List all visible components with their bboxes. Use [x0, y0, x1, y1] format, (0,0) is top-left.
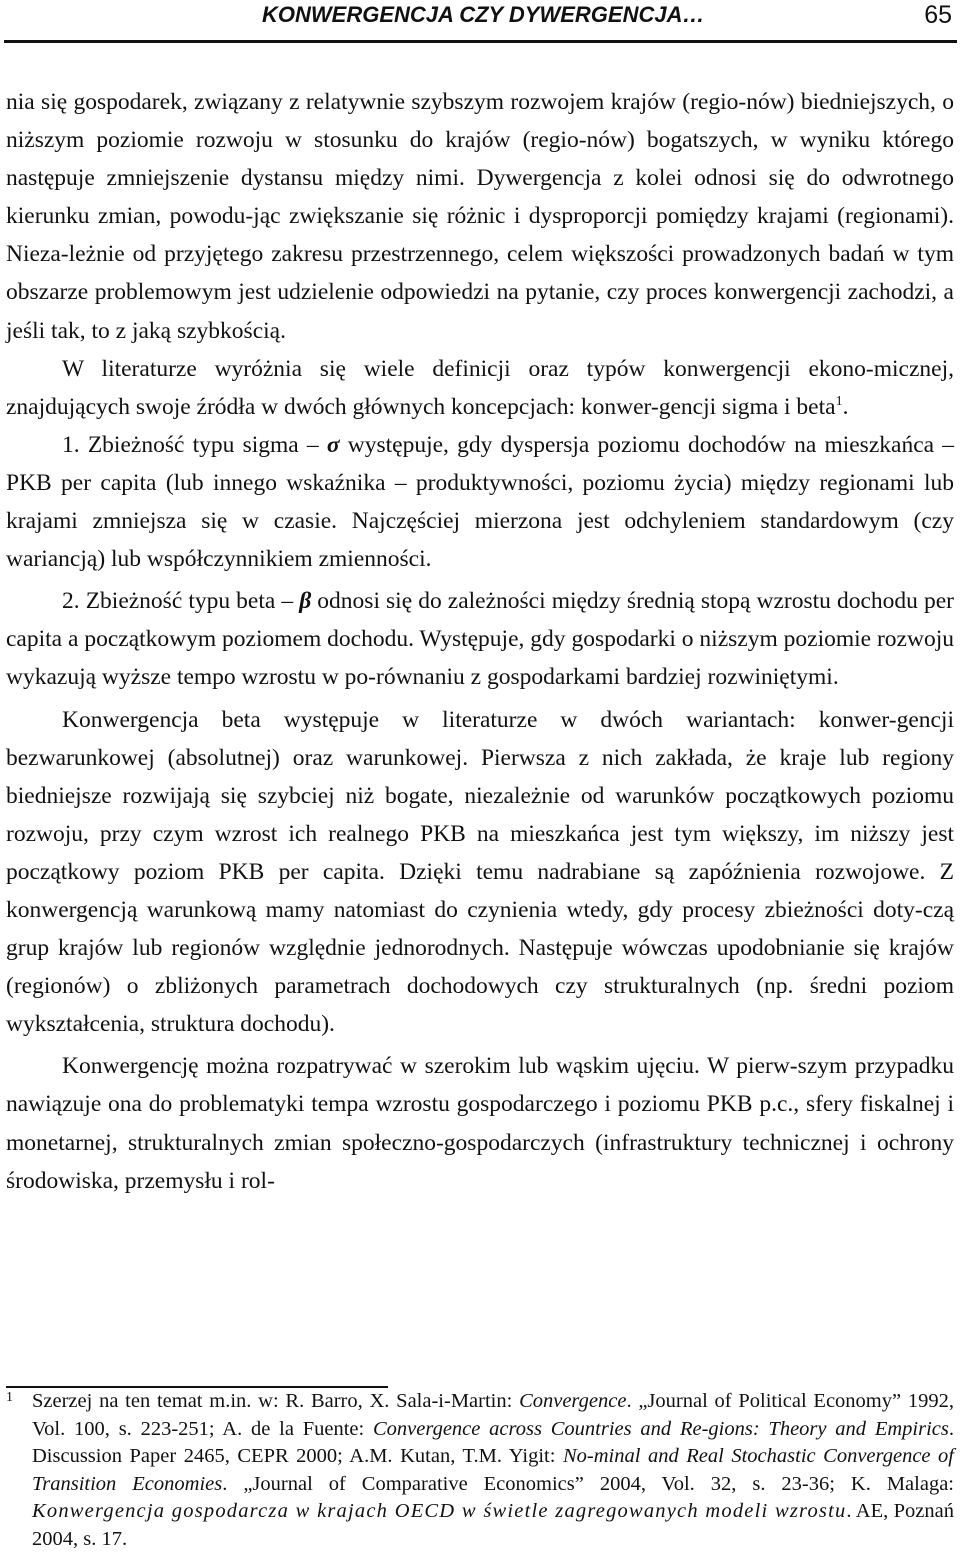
paragraph-1: nia się gospodarek, związany z relatywnie szybszym rozwojem krajów (regio-nów) biedniejszych, o niższym poziomie rozwoju w stosunku do krajów (regio-nów) bogatszych, w wyniku którego następuje zmniejszenie dystansu między nimi. Dywergencja z kolei odnosi się do odwrotnego kierunku zmian, powodu-jąc zwiększanie się różnic i dysproporcji pomiędzy krajami (regionami). Nieza-leżnie od przyjętego zakresu przestrzennego, celem większości prowadzonych badań w tym obszarze problemowym jest udzielenie odpowiedzi na pytanie, czy proces konwergencji zachodzi, a jeśli tak, to z jaką szybkością. — [6, 89, 954, 344]
paragraph-sigma — [6, 426, 954, 578]
sigma-symbol: σ — [326, 431, 340, 458]
footnote-number: 1 — [6, 1390, 13, 1405]
footnote-t1: Szerzej na ten temat m.in. w: R. Barro, X. Sala-i-Martin: — [32, 1390, 520, 1412]
sigma-text: występuje, gdy dyspersja poziomu dochodów na mieszkańca – PKB per capita (lub innego wskaźnika – produktywności, poziomu życia) między regionami lub krajami zmniejsza się w czasie. Najczęściej mierzona jest odchyleniem standardowym (czy wariancją) lub współczynnikiem zmienności. — [6, 431, 955, 573]
footnote-title-2: Convergence across Countries and Re-gions: Theory and Empirics — [373, 1417, 949, 1440]
footnote-t3: . Discussion Paper 2465, CEPR 2000; A.M. Kutan, T.M. Yigit: — [32, 1417, 954, 1467]
beta-text: odnosi się do zależności między średnią stopą wzrostu dochodu per capita a początkowym poziomem dochodu. Występuje, gdy gospodarki o niższym poziomie rozwoju wykazują wyższe tempo wzrostu w po-równaniu z gospodarkami bardziej rozwiniętymi. — [6, 588, 954, 691]
header-rule — [4, 40, 957, 43]
footnote-title-1: Convergence — [519, 1390, 627, 1412]
page-number: 65 — [924, 1, 952, 29]
paragraph-2-end: . — [842, 393, 849, 420]
footnote-text — [32, 1388, 954, 1553]
footnote-ref: 1 — [835, 393, 843, 409]
running-title: KONWERGENCJA CZY DYWERGENCJA… — [262, 2, 705, 27]
sigma-lead: 1. Zbieżność typu sigma – — [62, 431, 327, 458]
footnote — [6, 1388, 954, 1553]
footnote-t4: . „Journal of Comparative Economics” 2004, Vol. 32, s. 23-36; K. Malaga: — [222, 1472, 954, 1495]
paragraph-2 — [6, 350, 954, 426]
beta-symbol: β — [299, 588, 312, 615]
paragraph-beta — [6, 582, 954, 696]
footnote-title-3: No-minal and Real Stochastic Convergence of Transition Economies — [32, 1445, 955, 1495]
footnote-t2: . „Journal of Political Economy” 1992, Vol. 100, s. 223-251; A. de la Fuente: — [32, 1390, 954, 1440]
paragraph-6: Konwergencję można rozpatrywać w szerokim lub wąskim ujęciu. W pierw-szym przypadku nawiązuje ona do problematyki tempa wzrostu gospodarczego i poziomu PKB p.c., sfery fiskalnej i monetarnej, strukturalnych zmian społeczno-gospodarczych (infrastruktury technicznej i ochrony środowiska, przemysłu i rol- — [6, 1053, 954, 1194]
paragraph-2-text: W literaturze wyróżnia się wiele definicji oraz typów konwergencji ekono-micznej, znajdujących swoje źródła w dwóch głównych koncepcjach: konwer-gencji sigma i beta — [6, 355, 954, 420]
beta-lead: 2. Zbieżność typu beta – — [62, 588, 300, 615]
body-text — [6, 83, 954, 1200]
footnote-title-4: Konwergencja gospodarcza w krajach OECD w świetle zagregowanych modeli wzrostu — [32, 1500, 847, 1522]
footnote-t5: . AE, Poznań 2004, s. 17. — [32, 1500, 955, 1550]
paragraph-5: Konwergencja beta występuje w literaturze w dwóch wariantach: konwer-gencji bezwarunkowej (absolutnej) oraz warunkowej. Pierwsza z nich zakłada, że kraje lub regiony biedniejsze rozwijają się szybciej niż bogate, niezależnie od warunków początkowych poziomu rozwoju, przy czym wzrost ich realnego PKB na mieszkańca jest tym większy, im niższy jest początkowy poziom PKB per capita. Dzięki temu nadrabiane są zapóźnienia rozwojowe. Z konwergencją warunkową mamy natomiast do czynienia wtedy, gdy procesy zbieżności doty-czą grup krajów lub regionów względnie jednorodnych. Następuje wówczas upodobnianie się krajów (regionów) o zbliżonych parametrach dochodowych czy strukturalnych (np. średni poziom wykształcenia, struktura dochodu). — [6, 706, 954, 1038]
page-header — [0, 0, 960, 42]
